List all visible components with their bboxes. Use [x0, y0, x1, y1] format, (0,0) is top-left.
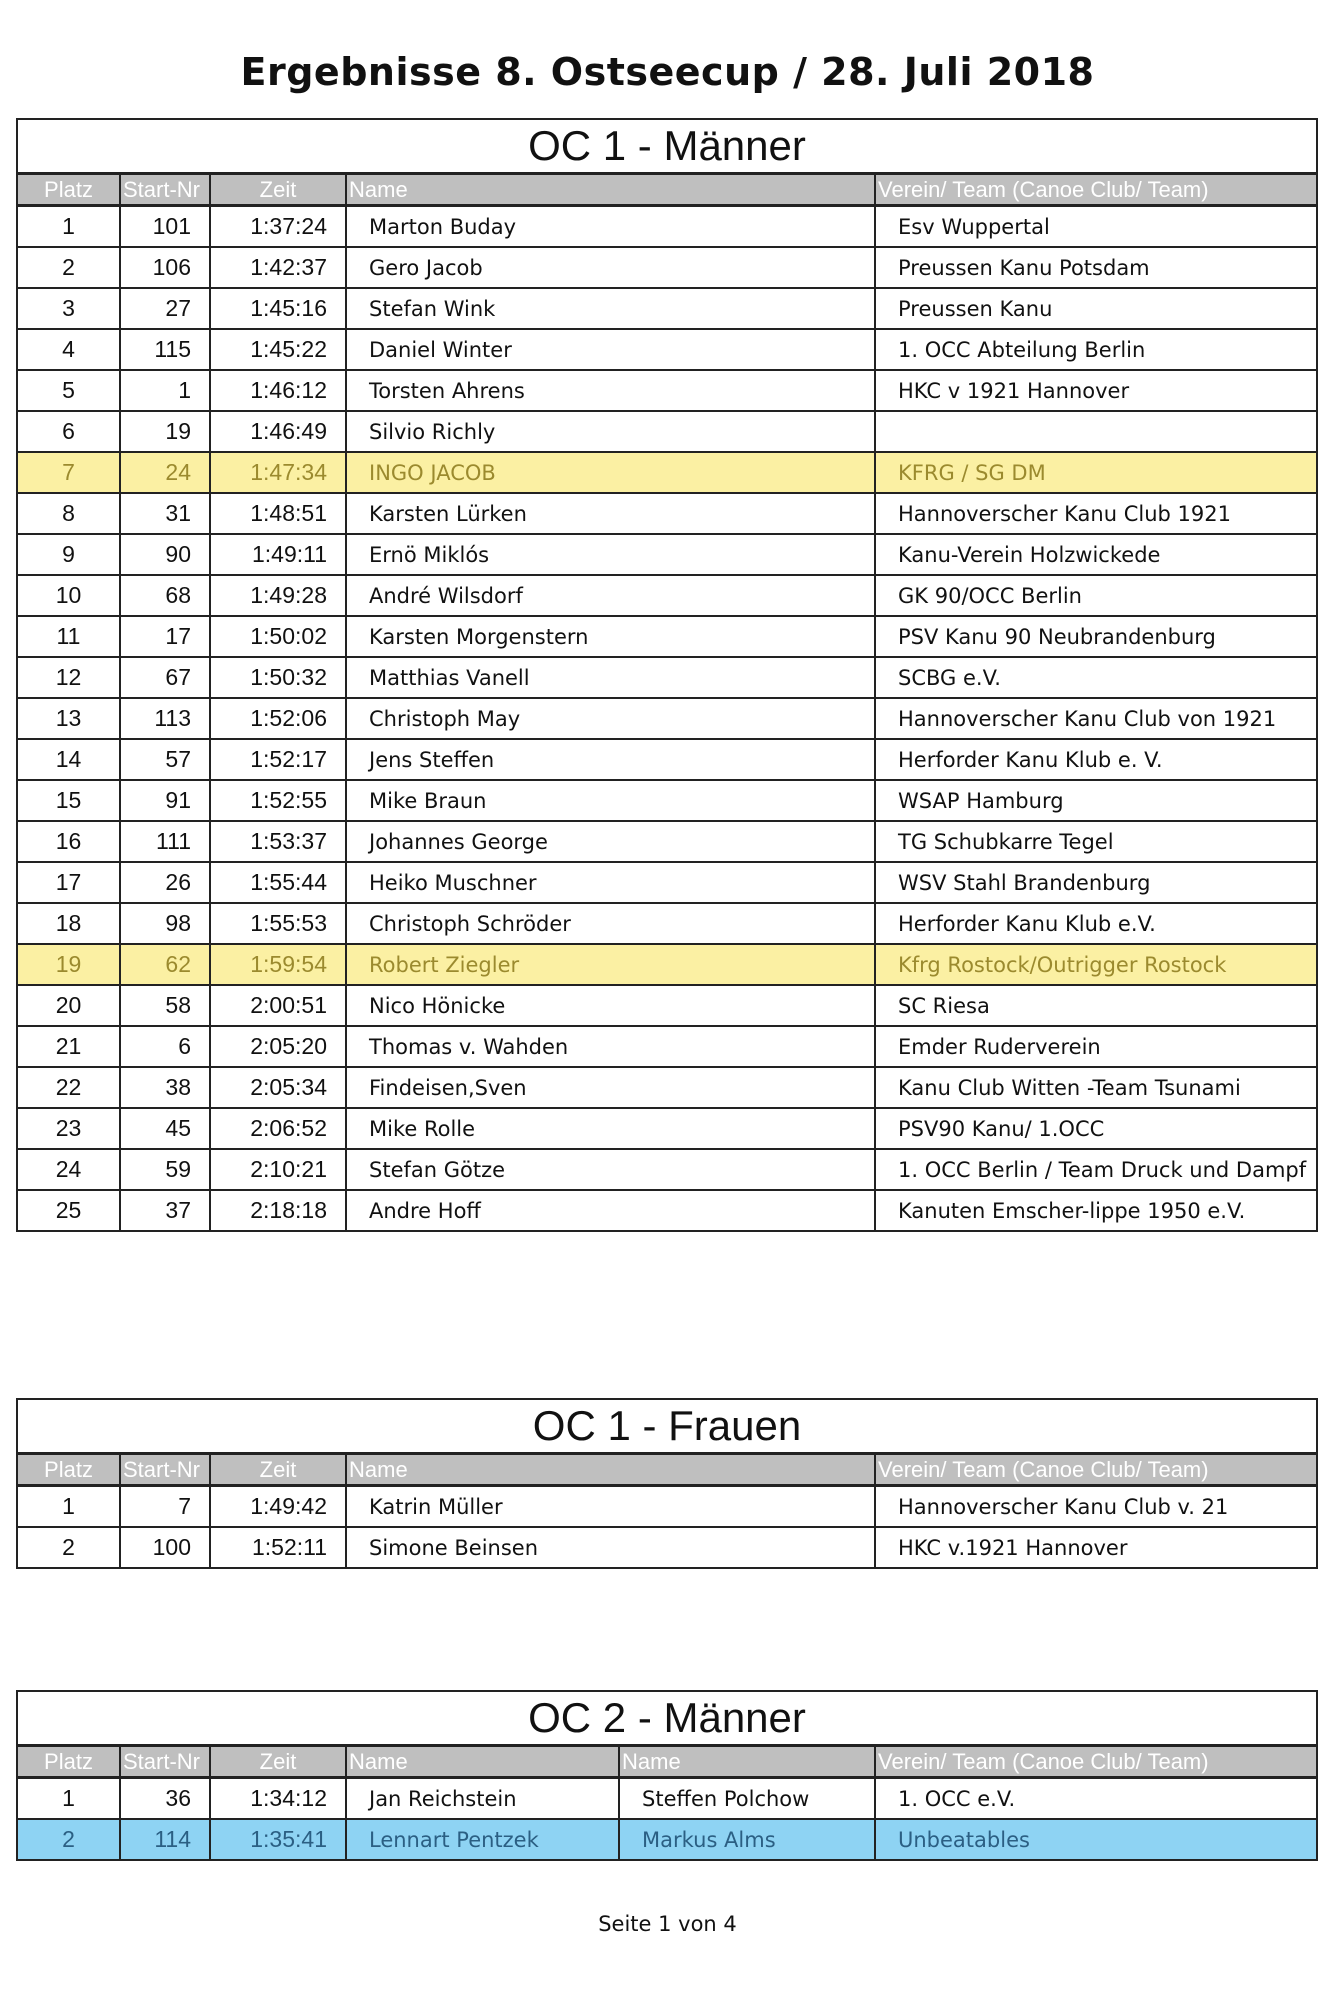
cell-name: Christoph May: [346, 698, 875, 739]
cell-verein: [875, 411, 1317, 452]
results-table-oc1-maenner: [16, 118, 1318, 1232]
header-name-1: Name: [346, 1746, 619, 1778]
cell-verein: Herforder Kanu Klub e.V.: [875, 903, 1317, 944]
cell-verein: SC Riesa: [875, 985, 1317, 1026]
header-verein: Verein/ Team (Canoe Club/ Team): [875, 174, 1317, 206]
table-row: [17, 493, 1317, 534]
cell-start-nr: 7: [120, 1486, 210, 1528]
cell-zeit: 2:06:52: [210, 1108, 346, 1149]
cell-verein: Kanu-Verein Holzwickede: [875, 534, 1317, 575]
cell-platz: 7: [17, 452, 120, 493]
cell-verein: Kanu Club Witten -Team Tsunami: [875, 1067, 1317, 1108]
table-row: [17, 1026, 1317, 1067]
cell-name-1: Jan Reichstein: [346, 1778, 619, 1820]
table-row: [17, 698, 1317, 739]
cell-verein: TG Schubkarre Tegel: [875, 821, 1317, 862]
header-zeit: Zeit: [210, 1746, 346, 1778]
table-row: [17, 944, 1317, 985]
table-row: [17, 1778, 1317, 1820]
cell-zeit: 1:52:11: [210, 1527, 346, 1568]
cell-name-2: Markus Alms: [619, 1819, 875, 1860]
results-body: [17, 206, 1317, 1232]
cell-name: Findeisen,Sven: [346, 1067, 875, 1108]
cell-name-2: Steffen Polchow: [619, 1778, 875, 1820]
cell-platz: 24: [17, 1149, 120, 1190]
cell-name: Torsten Ahrens: [346, 370, 875, 411]
cell-platz: 2: [17, 247, 120, 288]
cell-verein: HKC v.1921 Hannover: [875, 1527, 1317, 1568]
cell-platz: 15: [17, 780, 120, 821]
cell-verein: 1. OCC Abteilung Berlin: [875, 329, 1317, 370]
cell-zeit: 1:48:51: [210, 493, 346, 534]
cell-zeit: 1:59:54: [210, 944, 346, 985]
header-platz: Platz: [17, 174, 120, 206]
cell-platz: 22: [17, 1067, 120, 1108]
cell-start-nr: 19: [120, 411, 210, 452]
table-row: [17, 575, 1317, 616]
cell-start-nr: 90: [120, 534, 210, 575]
table-row: [17, 288, 1317, 329]
cell-name: Robert Ziegler: [346, 944, 875, 985]
cell-start-nr: 59: [120, 1149, 210, 1190]
cell-start-nr: 36: [120, 1778, 210, 1820]
cell-verein: PSV Kanu 90 Neubrandenburg: [875, 616, 1317, 657]
cell-start-nr: 114: [120, 1819, 210, 1860]
table-row: [17, 1486, 1317, 1528]
cell-platz: 13: [17, 698, 120, 739]
table-row: [17, 1149, 1317, 1190]
cell-verein: Esv Wuppertal: [875, 206, 1317, 248]
cell-platz: 16: [17, 821, 120, 862]
cell-start-nr: 98: [120, 903, 210, 944]
cell-name: Nico Hönicke: [346, 985, 875, 1026]
table-row: [17, 657, 1317, 698]
cell-zeit: 1:50:02: [210, 616, 346, 657]
cell-platz: 21: [17, 1026, 120, 1067]
cell-start-nr: 111: [120, 821, 210, 862]
cell-name: Ernö Miklós: [346, 534, 875, 575]
cell-zeit: 1:46:49: [210, 411, 346, 452]
cell-zeit: 1:52:06: [210, 698, 346, 739]
cell-name: Karsten Morgenstern: [346, 616, 875, 657]
header-zeit: Zeit: [210, 1454, 346, 1486]
cell-platz: 14: [17, 739, 120, 780]
cell-zeit: 2:05:20: [210, 1026, 346, 1067]
cell-zeit: 1:42:37: [210, 247, 346, 288]
table-row: [17, 821, 1317, 862]
cell-start-nr: 58: [120, 985, 210, 1026]
cell-name: Johannes George: [346, 821, 875, 862]
cell-platz: 2: [17, 1527, 120, 1568]
cell-name: Mike Braun: [346, 780, 875, 821]
cell-platz: 11: [17, 616, 120, 657]
results-table-oc2-maenner: [16, 1690, 1318, 1861]
cell-platz: 23: [17, 1108, 120, 1149]
cell-name: Thomas v. Wahden: [346, 1026, 875, 1067]
cell-verein: WSAP Hamburg: [875, 780, 1317, 821]
cell-start-nr: 106: [120, 247, 210, 288]
header-start-nr: Start-Nr: [120, 1746, 210, 1778]
cell-zeit: 1:52:17: [210, 739, 346, 780]
cell-verein: Emder Ruderverein: [875, 1026, 1317, 1067]
cell-start-nr: 101: [120, 206, 210, 248]
cell-start-nr: 57: [120, 739, 210, 780]
table-row: [17, 452, 1317, 493]
results-body: [17, 1778, 1317, 1861]
cell-verein: Unbeatables: [875, 1819, 1317, 1860]
cell-name: André Wilsdorf: [346, 575, 875, 616]
cell-platz: 4: [17, 329, 120, 370]
results-table-oc1-frauen: [16, 1398, 1318, 1569]
cell-zeit: 1:52:55: [210, 780, 346, 821]
cell-name: Heiko Muschner: [346, 862, 875, 903]
cell-verein: Preussen Kanu Potsdam: [875, 247, 1317, 288]
cell-verein: 1. OCC e.V.: [875, 1778, 1317, 1820]
cell-verein: Hannoverscher Kanu Club 1921: [875, 493, 1317, 534]
table-row: [17, 1527, 1317, 1568]
table-row: [17, 862, 1317, 903]
table-row: [17, 780, 1317, 821]
results-body: [17, 1486, 1317, 1569]
cell-start-nr: 100: [120, 1527, 210, 1568]
table-row: [17, 329, 1317, 370]
cell-platz: 1: [17, 206, 120, 248]
cell-verein: GK 90/OCC Berlin: [875, 575, 1317, 616]
cell-zeit: 1:47:34: [210, 452, 346, 493]
cell-zeit: 1:49:42: [210, 1486, 346, 1528]
cell-start-nr: 1: [120, 370, 210, 411]
cell-zeit: 2:18:18: [210, 1190, 346, 1231]
table-row: [17, 1108, 1317, 1149]
cell-name: Mike Rolle: [346, 1108, 875, 1149]
cell-verein: Kanuten Emscher-lippe 1950 e.V.: [875, 1190, 1317, 1231]
table-row: [17, 616, 1317, 657]
cell-platz: 1: [17, 1486, 120, 1528]
table-row: [17, 1067, 1317, 1108]
cell-platz: 25: [17, 1190, 120, 1231]
cell-start-nr: 27: [120, 288, 210, 329]
cell-start-nr: 17: [120, 616, 210, 657]
cell-verein: 1. OCC Berlin / Team Druck und Dampf: [875, 1149, 1317, 1190]
cell-name: Christoph Schröder: [346, 903, 875, 944]
cell-zeit: 1:34:12: [210, 1778, 346, 1820]
cell-platz: 19: [17, 944, 120, 985]
cell-platz: 3: [17, 288, 120, 329]
cell-zeit: 2:10:21: [210, 1149, 346, 1190]
cell-name: Karsten Lürken: [346, 493, 875, 534]
cell-platz: 12: [17, 657, 120, 698]
cell-start-nr: 68: [120, 575, 210, 616]
cell-start-nr: 115: [120, 329, 210, 370]
cell-start-nr: 37: [120, 1190, 210, 1231]
cell-name: Stefan Wink: [346, 288, 875, 329]
cell-platz: 17: [17, 862, 120, 903]
cell-zeit: 1:53:37: [210, 821, 346, 862]
table-row: [17, 247, 1317, 288]
table-row: [17, 370, 1317, 411]
cell-verein: Hannoverscher Kanu Club von 1921: [875, 698, 1317, 739]
cell-name: Jens Steffen: [346, 739, 875, 780]
header-start-nr: Start-Nr: [120, 174, 210, 206]
cell-zeit: 2:00:51: [210, 985, 346, 1026]
cell-name: Silvio Richly: [346, 411, 875, 452]
header-start-nr: Start-Nr: [120, 1454, 210, 1486]
cell-verein: Hannoverscher Kanu Club v. 21: [875, 1486, 1317, 1528]
cell-verein: HKC v 1921 Hannover: [875, 370, 1317, 411]
cell-name: Simone Beinsen: [346, 1527, 875, 1568]
cell-platz: 18: [17, 903, 120, 944]
section-heading: OC 1 - Männer: [17, 119, 1317, 174]
cell-verein: PSV90 Kanu/ 1.OCC: [875, 1108, 1317, 1149]
cell-platz: 2: [17, 1819, 120, 1860]
cell-verein: Preussen Kanu: [875, 288, 1317, 329]
cell-name-1: Lennart Pentzek: [346, 1819, 619, 1860]
cell-name: Matthias Vanell: [346, 657, 875, 698]
page-title: Ergebnisse 8. Ostseecup / 28. Juli 2018: [240, 50, 1095, 94]
section-heading: OC 1 - Frauen: [17, 1399, 1317, 1454]
cell-zeit: 1:45:16: [210, 288, 346, 329]
cell-zeit: 1:35:41: [210, 1819, 346, 1860]
header-zeit: Zeit: [210, 174, 346, 206]
cell-name: Marton Buday: [346, 206, 875, 248]
table-row: [17, 411, 1317, 452]
cell-start-nr: 91: [120, 780, 210, 821]
cell-platz: 6: [17, 411, 120, 452]
cell-name: Stefan Götze: [346, 1149, 875, 1190]
cell-zeit: 1:46:12: [210, 370, 346, 411]
header-platz: Platz: [17, 1454, 120, 1486]
cell-verein: SCBG e.V.: [875, 657, 1317, 698]
cell-platz: 1: [17, 1778, 120, 1820]
cell-start-nr: 31: [120, 493, 210, 534]
cell-start-nr: 113: [120, 698, 210, 739]
cell-name: INGO JACOB: [346, 452, 875, 493]
cell-start-nr: 45: [120, 1108, 210, 1149]
cell-zeit: 1:49:28: [210, 575, 346, 616]
header-verein: Verein/ Team (Canoe Club/ Team): [875, 1454, 1317, 1486]
cell-verein: Kfrg Rostock/Outrigger Rostock: [875, 944, 1317, 985]
cell-start-nr: 62: [120, 944, 210, 985]
cell-verein: WSV Stahl Brandenburg: [875, 862, 1317, 903]
cell-platz: 10: [17, 575, 120, 616]
table-row: [17, 1190, 1317, 1231]
cell-name: Daniel Winter: [346, 329, 875, 370]
page-footer: Seite 1 von 4: [598, 1912, 737, 1936]
cell-zeit: 1:37:24: [210, 206, 346, 248]
cell-verein: KFRG / SG DM: [875, 452, 1317, 493]
table-row: [17, 903, 1317, 944]
cell-start-nr: 38: [120, 1067, 210, 1108]
header-name-2: Name: [619, 1746, 875, 1778]
cell-platz: 20: [17, 985, 120, 1026]
cell-name: Andre Hoff: [346, 1190, 875, 1231]
cell-zeit: 2:05:34: [210, 1067, 346, 1108]
cell-zeit: 1:55:53: [210, 903, 346, 944]
table-row: [17, 534, 1317, 575]
cell-name: Gero Jacob: [346, 247, 875, 288]
cell-start-nr: 67: [120, 657, 210, 698]
cell-start-nr: 6: [120, 1026, 210, 1067]
section-heading: OC 2 - Männer: [17, 1691, 1317, 1746]
cell-name: Katrin Müller: [346, 1486, 875, 1528]
cell-start-nr: 26: [120, 862, 210, 903]
table-row: [17, 739, 1317, 780]
header-platz: Platz: [17, 1746, 120, 1778]
cell-zeit: 1:55:44: [210, 862, 346, 903]
cell-verein: Herforder Kanu Klub e. V.: [875, 739, 1317, 780]
cell-platz: 9: [17, 534, 120, 575]
header-name: Name: [346, 174, 875, 206]
cell-platz: 5: [17, 370, 120, 411]
header-verein: Verein/ Team (Canoe Club/ Team): [875, 1746, 1317, 1778]
cell-start-nr: 24: [120, 452, 210, 493]
header-name: Name: [346, 1454, 875, 1486]
table-row: [17, 206, 1317, 248]
table-row: [17, 985, 1317, 1026]
table-row: [17, 1819, 1317, 1860]
cell-zeit: 1:49:11: [210, 534, 346, 575]
cell-platz: 8: [17, 493, 120, 534]
cell-zeit: 1:45:22: [210, 329, 346, 370]
cell-zeit: 1:50:32: [210, 657, 346, 698]
